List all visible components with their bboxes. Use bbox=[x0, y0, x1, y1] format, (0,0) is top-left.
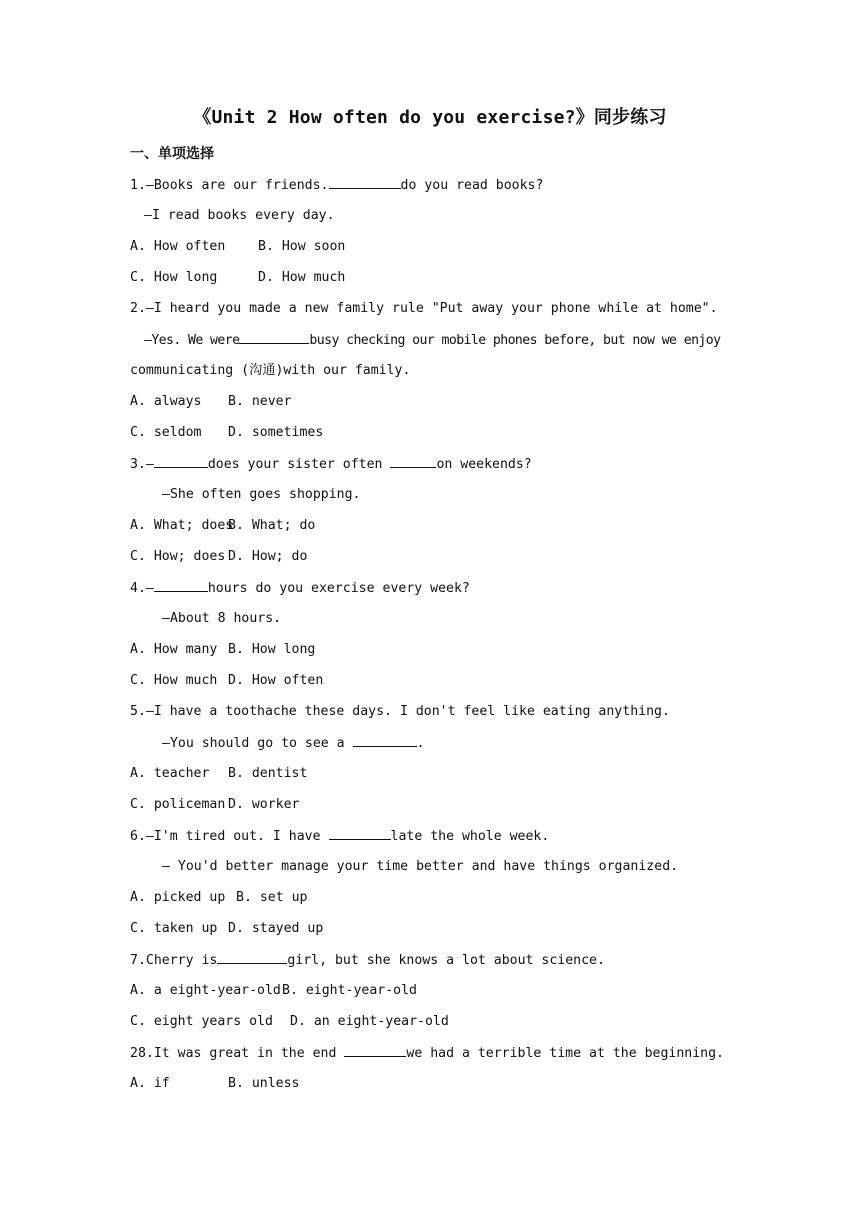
document-title: 《Unit 2 How often do you exercise?》同步练习 bbox=[193, 107, 667, 128]
question-4-options-ab bbox=[130, 639, 740, 670]
question-2-answer bbox=[130, 329, 740, 360]
question-1-options-cd bbox=[130, 267, 740, 298]
answer-blank bbox=[390, 453, 436, 468]
question-5-answer bbox=[130, 732, 740, 763]
question-28-options-ab bbox=[130, 1073, 740, 1104]
option-a: A. teacher bbox=[130, 766, 210, 781]
option-b: B. How long bbox=[228, 642, 316, 657]
question-6-options-ab bbox=[130, 887, 740, 918]
option-c: C. How much bbox=[130, 673, 218, 688]
question-text: busy checking our mobile phones before, but now we enjoy bbox=[309, 333, 721, 348]
question-2-stem: 2.—I heard you made a new family rule "Put away your phone while at home". bbox=[130, 301, 718, 316]
option-d: D. How; do bbox=[228, 549, 308, 564]
question-1-options-ab bbox=[130, 236, 740, 267]
question-list bbox=[130, 174, 740, 1104]
option-d: D. stayed up bbox=[228, 921, 324, 936]
option-b: B. set up bbox=[236, 890, 308, 905]
question-text: —Yes. We were bbox=[144, 333, 240, 348]
answer-blank bbox=[344, 1042, 406, 1057]
question-6-options-cd bbox=[130, 918, 740, 949]
question-3-stem bbox=[130, 453, 740, 484]
question-text: 3.— bbox=[130, 457, 154, 472]
question-4-options-cd bbox=[130, 670, 740, 701]
question-text: hours do you exercise every week? bbox=[207, 581, 470, 596]
question-2-continuation: communicating (沟通)with our family. bbox=[130, 363, 411, 378]
question-3-options-cd bbox=[130, 546, 740, 577]
option-d: D. How often bbox=[228, 673, 324, 688]
option-c: C. eight years old bbox=[130, 1014, 273, 1029]
option-c: C. taken up bbox=[130, 921, 218, 936]
option-d: D. worker bbox=[228, 797, 300, 812]
question-28-stem bbox=[130, 1042, 740, 1073]
question-text: —You should go to see a bbox=[162, 736, 345, 751]
option-b: B. What; do bbox=[228, 518, 316, 533]
option-c: C. How; does bbox=[130, 549, 226, 564]
option-a: A. always bbox=[130, 394, 202, 409]
question-6-answer: — You'd better manage your time better and have things organized. bbox=[162, 859, 679, 874]
question-text: late the whole week. bbox=[390, 829, 550, 844]
answer-blank bbox=[154, 453, 208, 468]
question-text: girl, but she knows a lot about science. bbox=[287, 953, 605, 968]
option-c: C. seldom bbox=[130, 425, 202, 440]
option-a: A. How often bbox=[130, 239, 226, 254]
option-b: B. never bbox=[228, 394, 292, 409]
option-c: C. policeman bbox=[130, 797, 226, 812]
option-d: D. How much bbox=[258, 270, 346, 285]
answer-blank bbox=[154, 577, 208, 592]
question-text: 1.—Books are our friends. bbox=[130, 178, 329, 193]
answer-blank bbox=[217, 949, 287, 964]
question-7-stem bbox=[130, 949, 740, 980]
question-5-options-cd bbox=[130, 794, 740, 825]
option-d: D. an eight-year-old bbox=[290, 1014, 449, 1029]
option-b: B. eight-year-old bbox=[282, 983, 417, 998]
question-text: we had a terrible time at the beginning. bbox=[406, 1046, 724, 1061]
section-heading: 一、单项选择 bbox=[130, 146, 214, 162]
question-2-options-ab bbox=[130, 391, 740, 422]
answer-blank bbox=[239, 329, 309, 344]
question-text: 4.— bbox=[130, 581, 154, 596]
question-4-stem bbox=[130, 577, 740, 608]
option-a: A. How many bbox=[130, 642, 218, 657]
question-4-answer: —About 8 hours. bbox=[162, 611, 282, 626]
question-5-options-ab bbox=[130, 763, 740, 794]
option-a: A. picked up bbox=[130, 890, 226, 905]
question-text: does your sister often bbox=[207, 457, 383, 472]
question-3-answer: —She often goes shopping. bbox=[162, 487, 361, 502]
answer-blank bbox=[329, 174, 401, 189]
question-text: on weekends? bbox=[436, 457, 532, 472]
question-text: do you read books? bbox=[400, 178, 544, 193]
answer-blank bbox=[353, 732, 417, 747]
answer-blank bbox=[329, 825, 391, 840]
question-5-stem: 5.—I have a toothache these days. I don't feel like eating anything. bbox=[130, 704, 670, 719]
option-a: A. a eight-year-old bbox=[130, 983, 281, 998]
question-text: 7.Cherry is bbox=[130, 953, 218, 968]
option-b: B. unless bbox=[228, 1076, 300, 1091]
option-b: B. How soon bbox=[258, 239, 346, 254]
question-7-options-ab bbox=[130, 980, 740, 1011]
option-a: A. if bbox=[130, 1076, 170, 1091]
question-text: 28.It was great in the end bbox=[130, 1046, 337, 1061]
question-3-options-ab bbox=[130, 515, 740, 546]
option-d: D. sometimes bbox=[228, 425, 324, 440]
option-b: B. dentist bbox=[228, 766, 308, 781]
option-c: C. How long bbox=[130, 270, 218, 285]
question-2-options-cd bbox=[130, 422, 740, 453]
option-a: A. What; does bbox=[130, 518, 234, 533]
question-text: . bbox=[416, 736, 425, 751]
question-7-options-cd bbox=[130, 1011, 740, 1042]
question-1-stem bbox=[130, 174, 740, 205]
question-6-stem bbox=[130, 825, 740, 856]
question-text: 6.—I'm tired out. I have bbox=[130, 829, 321, 844]
question-1-answer: —I read books every day. bbox=[144, 208, 335, 223]
